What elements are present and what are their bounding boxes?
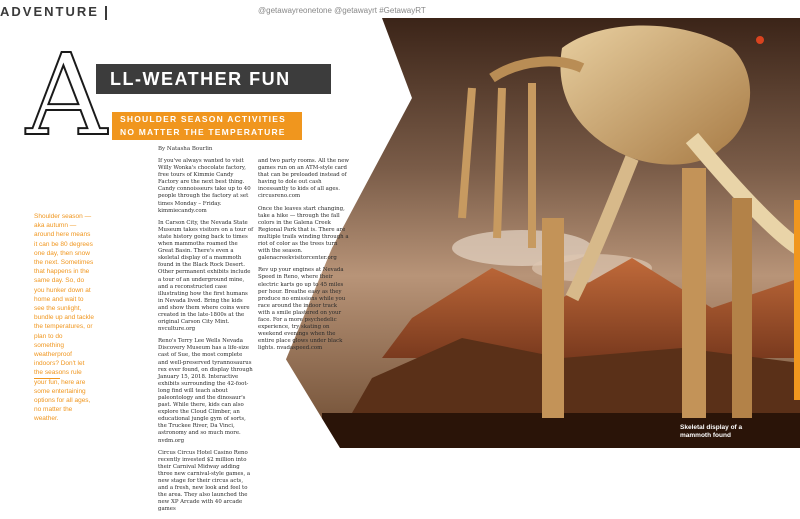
- social-handles: @getawayreonetone @getawayrt #GetawayRT: [258, 6, 426, 15]
- byline: By Natasha Bourlin: [158, 146, 213, 152]
- body-column-2: [258, 158, 350, 357]
- pullquote-rule: [34, 378, 60, 379]
- paragraph: Circus Circus Hotel Casino Reno recently invested $2 million into their Carnival Midway adding three new carnival-style games, a new stage for their circus acts, and a fresh, new look and feel to the area. They also launched the new XP Arcade with 40 arcade games: [158, 449, 251, 513]
- paragraph: and two party rooms. All the new games run on an ATM-style card that can be preloaded instead of having to dole out cash incessantly to kids of all ages. circusreno.com: [258, 158, 350, 200]
- intro-pullquote: Shoulder season — aka autumn — around here means it can be 80 degrees one day, then snow the next. Sometimes that happens in the same day. So, do you hunker down at home and wait to see the sunlight, bundle up and tackle the temperatures, or plan to do something weatherproof indoors? Don't let the seasons rule your fun, here are some entertaining options for all ages, no matter the weather.: [34, 213, 94, 423]
- paragraph: Once the leaves start changing, take a hike — through the fall colors in the Galena Creek Regional Park that is. There are multiple trails winding through a riot of color as the trees turn with the season. galenacreekvisitorcenter.org: [258, 205, 349, 262]
- body-column-1: [158, 158, 254, 519]
- subtitle-line-2: NO MATTER THE TEMPERATURE: [120, 127, 286, 137]
- photo-caption: Skeletal display of a mammoth found: [680, 424, 743, 439]
- paragraph: In Carson City, the Nevada State Museum takes visitors on a tour of state history going back to times when mammoths roamed the Great Basin. There's even a skeletal display of a mammoth found in the Black Rock Desert. Other permanent exhibits include a tour of an underground mine, and a reconstructed case illustrating how the first humans in Nevada lived. Bring the kids and show them where coins were created in the late-1800s at the original Carson City Mint. nvculture.org: [158, 219, 254, 333]
- subtitle-line-1: SHOULDER SEASON ACTIVITIES: [120, 114, 286, 124]
- drop-cap-letter: A: [26, 31, 107, 161]
- section-label: ADVENTURE: [0, 4, 107, 20]
- title-banner: [96, 64, 331, 94]
- article-title: LL-WEATHER FUN: [110, 69, 291, 89]
- subtitle-banner: [112, 112, 302, 140]
- paragraph: If you've always wanted to visit Willy Wonka's chocolate factory, free tours of Kimmie Candy Factory are the next best thing. Candy connoisseurs take up to 40 people through the factory at set times Monday – Friday. kimmiecandy.com: [158, 158, 251, 214]
- paragraph: Reno's Terry Lee Wells Nevada Discovery Museum has a life-size cast of Sue, the most complete and well-preserved tyrannosaurus rex ever found, on display through January 15, 2018. Interactive exhibits surrounding the 42-foot-long find will teach about paleontology and the dinosaur's past. While there, kids can also explore the Cloud Climber, an educational jungle gym of sorts, the Truckee River, Da Vinci, astronomy and so much more. nvdm.org: [158, 338, 253, 444]
- paragraph: Rev up your engines at Nevada Speed in Reno, where their electric karts go up to 45 miles per hour. Breathe easy as they produce no emissions while you race around the indoor track with a smile plastered on your face. For a more psychedelic experience, try skating on weekend evenings when the entire place glows under black lights. nvadaspeed.com: [258, 267, 346, 352]
